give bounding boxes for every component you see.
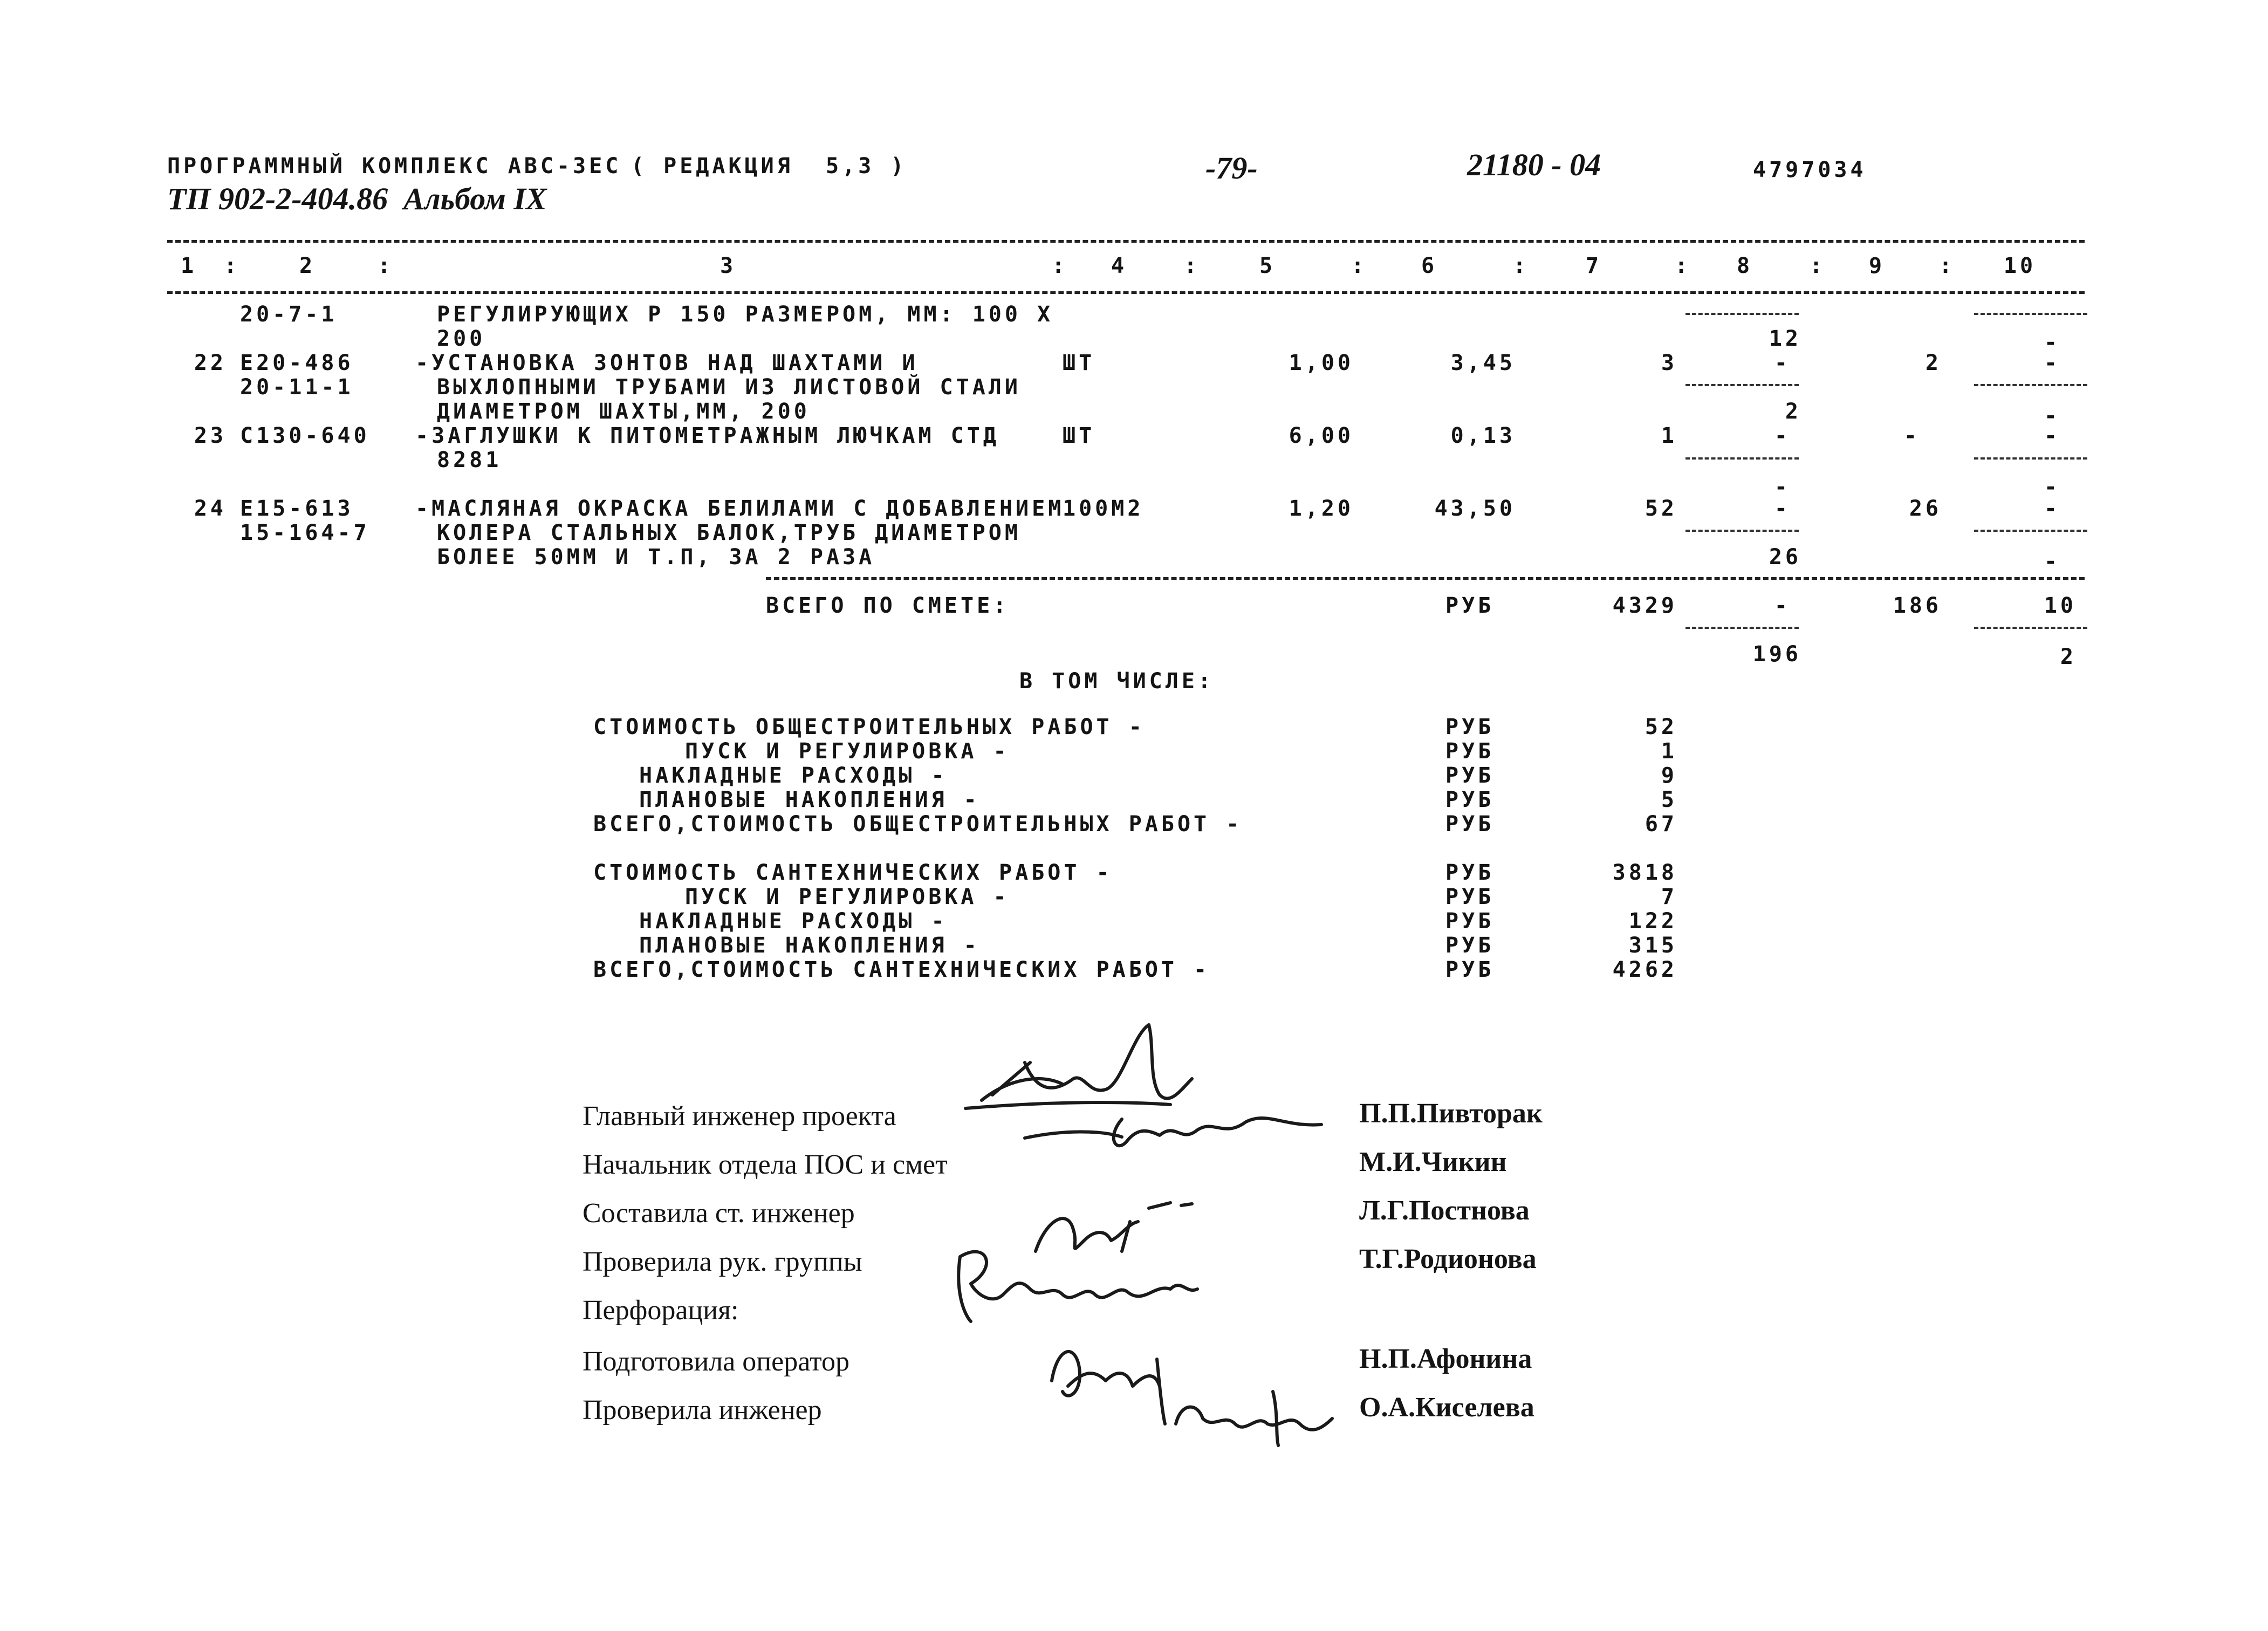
summary-value: 9 bbox=[1661, 763, 1677, 788]
summary-unit: РУБ bbox=[1445, 860, 1495, 885]
signature-role: Составила ст. инженер bbox=[583, 1198, 855, 1229]
row-number: 22 bbox=[194, 351, 227, 375]
column-header-4: 4 bbox=[1111, 253, 1128, 278]
column-header-3: 3 bbox=[720, 253, 737, 278]
row-description-line: БОЛЕЕ 50ММ И Т.П, ЗА 2 РАЗА bbox=[437, 545, 875, 570]
row-total: 52 bbox=[1645, 496, 1677, 521]
program-title: ПРОГРАММНЫЙ КОМПЛЕКС АВС-3ЕС bbox=[167, 154, 622, 179]
grand-total-col8: 196 bbox=[1752, 642, 1801, 667]
signature-name: Н.П.Афонина bbox=[1359, 1344, 1532, 1374]
summary-unit: РУБ bbox=[1445, 909, 1495, 934]
row-unit-price: 0,13 bbox=[1450, 423, 1516, 448]
signature-name: Т.Г.Родионова bbox=[1359, 1244, 1537, 1274]
column-separator: : bbox=[1810, 253, 1826, 278]
row-unit: 100М2 bbox=[1063, 496, 1144, 521]
summary-label: ПУСК И РЕГУЛИРОВКА - bbox=[685, 885, 1010, 909]
dash-mark: - bbox=[2044, 330, 2060, 355]
dash-mark: - bbox=[2044, 403, 2060, 428]
column-header-5: 5 bbox=[1259, 253, 1276, 278]
row-description-line: -МАСЛЯНАЯ ОКРАСКА БЕЛИЛАМИ С ДОБАВЛЕНИЕМ bbox=[415, 496, 1065, 521]
row-unit-price: 3,45 bbox=[1450, 351, 1516, 375]
grand-total-col9: 186 bbox=[1893, 593, 1942, 618]
column-header-2: 2 bbox=[299, 253, 316, 278]
dash-mark: - bbox=[1774, 423, 1791, 448]
summary-value: 3818 bbox=[1612, 860, 1677, 885]
row-quantity: 1,00 bbox=[1289, 351, 1354, 375]
signature-name: П.П.Пивторак bbox=[1359, 1098, 1543, 1129]
column-header-1: 1 bbox=[180, 253, 197, 278]
row-total: 3 bbox=[1661, 351, 1677, 375]
summary-unit: РУБ bbox=[1445, 885, 1495, 909]
summary-label: ПЛАНОВЫЕ НАКОПЛЕНИЯ - bbox=[639, 933, 980, 958]
edition: ( РЕДАКЦИЯ 5,3 ) bbox=[631, 154, 907, 179]
cell-underline bbox=[1685, 313, 1799, 315]
cell-underline bbox=[1974, 384, 2087, 386]
row-col8: 2 bbox=[1785, 399, 1801, 424]
row-description-line: ВЫХЛОПНЫМИ ТРУБАМИ ИЗ ЛИСТОВОЙ СТАЛИ bbox=[437, 375, 1021, 400]
row-description-line: РЕГУЛИРУЮЩИХ Р 150 РАЗМЕРОМ, ММ: 100 Х bbox=[437, 302, 1054, 327]
row-col8: 12 bbox=[1769, 326, 1801, 351]
row-unit: ШТ bbox=[1063, 423, 1095, 448]
grand-total-unit: РУБ bbox=[1445, 593, 1495, 618]
summary-value: 122 bbox=[1628, 909, 1677, 934]
column-header-8: 8 bbox=[1736, 253, 1753, 278]
row-unit-price: 43,50 bbox=[1434, 496, 1516, 521]
summary-value: 7 bbox=[1661, 885, 1677, 909]
row-number: 24 bbox=[194, 496, 227, 521]
summary-label: ПУСК И РЕГУЛИРОВКА - bbox=[685, 739, 1010, 764]
page-number: -79- bbox=[1205, 150, 1258, 186]
signature-role: Главный инженер проекта bbox=[583, 1101, 896, 1132]
row-code: Е20-486 bbox=[240, 351, 354, 375]
dash-mark: - bbox=[2044, 423, 2060, 448]
summary-label: СТОИМОСТЬ САНТЕХНИЧЕСКИХ РАБОТ - bbox=[593, 860, 1113, 885]
dash-mark: - bbox=[2044, 475, 2060, 499]
row-total: 1 bbox=[1661, 423, 1677, 448]
document-number: 4797034 bbox=[1753, 157, 1867, 182]
row-description-line: ДИАМЕТРОМ ШАХТЫ,ММ, 200 bbox=[437, 399, 810, 424]
summary-value: 67 bbox=[1645, 812, 1677, 837]
signature-name: Л.Г.Постнова bbox=[1359, 1195, 1530, 1226]
row-description-line: 200 bbox=[437, 326, 486, 351]
summary-unit: РУБ bbox=[1445, 812, 1495, 837]
row-code-secondary: 20-11-1 bbox=[240, 375, 354, 400]
column-separator: : bbox=[1675, 253, 1691, 278]
summary-unit: РУБ bbox=[1445, 787, 1495, 812]
row-description-line: -ЗАГЛУШКИ К ПИТОМЕТРАЖНЫМ ЛЮЧКАМ СТД bbox=[415, 423, 999, 448]
summary-value: 1 bbox=[1661, 739, 1677, 764]
grand-total-col10-second: 2 bbox=[2060, 645, 2077, 669]
cell-underline bbox=[1974, 530, 2087, 532]
summary-value: 315 bbox=[1628, 933, 1677, 958]
row-description-line: КОЛЕРА СТАЛЬНЫХ БАЛОК,ТРУБ ДИАМЕТРОМ bbox=[437, 520, 1021, 545]
cell-underline bbox=[1974, 457, 2087, 460]
cell-underline bbox=[1685, 627, 1799, 629]
grand-total-label: ВСЕГО ПО СМЕТЕ: bbox=[766, 593, 1010, 618]
signature-name: О.А.Киселева bbox=[1359, 1392, 1534, 1423]
summary-label: СТОИМОСТЬ ОБЩЕСТРОИТЕЛЬНЫХ РАБОТ - bbox=[593, 715, 1145, 739]
signature-role: Подготовила оператор bbox=[583, 1346, 849, 1377]
column-separator: : bbox=[224, 253, 241, 278]
signature-role: Перфорация: bbox=[583, 1295, 739, 1326]
dash-mark: - bbox=[1774, 496, 1791, 521]
signature-role: Проверила рук. группы bbox=[583, 1246, 862, 1277]
column-header-9: 9 bbox=[1868, 253, 1886, 278]
column-separator: : bbox=[1351, 253, 1368, 278]
document-code: 21180 - 04 bbox=[1467, 147, 1601, 182]
dash-mark: - bbox=[2044, 351, 2060, 375]
summary-label: ВСЕГО,СТОИМОСТЬ ОБЩЕСТРОИТЕЛЬНЫХ РАБОТ - bbox=[593, 812, 1243, 837]
row-code: С130-640 bbox=[240, 423, 370, 448]
column-separator: : bbox=[1052, 253, 1068, 278]
row-description-line: -УСТАНОВКА ЗОНТОВ НАД ШАХТАМИ И bbox=[415, 351, 919, 375]
summary-value: 52 bbox=[1645, 715, 1677, 739]
signature-role: Начальник отдела ПОС и смет bbox=[583, 1149, 948, 1180]
summary-label: ВСЕГО,СТОИМОСТЬ САНТЕХНИЧЕСКИХ РАБОТ - bbox=[593, 957, 1210, 982]
row-col9: 2 bbox=[1925, 351, 1942, 375]
row-code: Е15-613 bbox=[240, 496, 354, 521]
row-quantity: 1,20 bbox=[1289, 496, 1354, 521]
row-col9: 26 bbox=[1909, 496, 1942, 521]
summary-label: НАКЛАДНЫЕ РАСХОДЫ - bbox=[639, 763, 948, 788]
row-quantity: 6,00 bbox=[1289, 423, 1354, 448]
summary-unit: РУБ bbox=[1445, 739, 1495, 764]
header-rule-top bbox=[167, 240, 2085, 243]
summary-label: ПЛАНОВЫЕ НАКОПЛЕНИЯ - bbox=[639, 787, 980, 812]
summary-unit: РУБ bbox=[1445, 715, 1495, 739]
column-separator: : bbox=[378, 253, 394, 278]
header-rule-bottom bbox=[167, 291, 2085, 294]
row-code-secondary: 15-164-7 bbox=[240, 520, 370, 545]
handwritten-signatures bbox=[944, 1014, 1402, 1456]
row-col8: 26 bbox=[1769, 545, 1801, 570]
summary-label: НАКЛАДНЫЕ РАСХОДЫ - bbox=[639, 909, 948, 934]
cell-underline bbox=[1685, 384, 1799, 386]
total-rule bbox=[766, 577, 2085, 580]
including-label: В ТОМ ЧИСЛЕ: bbox=[1019, 669, 1214, 694]
dash-mark: - bbox=[1774, 593, 1791, 618]
column-separator: : bbox=[1184, 253, 1201, 278]
column-header-7: 7 bbox=[1585, 253, 1602, 278]
summary-unit: РУБ bbox=[1445, 763, 1495, 788]
summary-unit: РУБ bbox=[1445, 933, 1495, 958]
dash-mark: - bbox=[1903, 423, 1920, 448]
grand-total-col10: 10 bbox=[2044, 593, 2077, 618]
project-reference: ТП 902-2-404.86 Альбом IX bbox=[167, 181, 547, 216]
dash-mark: - bbox=[1774, 351, 1791, 375]
cell-underline bbox=[1685, 457, 1799, 460]
signature-role: Проверила инженер bbox=[583, 1395, 822, 1426]
cell-underline bbox=[1974, 627, 2087, 629]
dash-mark: - bbox=[1774, 475, 1791, 499]
summary-value: 5 bbox=[1661, 787, 1677, 812]
dash-mark: - bbox=[2044, 549, 2060, 574]
cell-underline bbox=[1685, 530, 1799, 532]
dash-mark: - bbox=[2044, 496, 2060, 521]
column-header-6: 6 bbox=[1421, 253, 1438, 278]
cell-underline bbox=[1974, 313, 2087, 315]
column-header-10: 10 bbox=[2003, 253, 2037, 278]
row-description-line: 8281 bbox=[437, 448, 502, 472]
signature-name: М.И.Чикин bbox=[1359, 1147, 1507, 1177]
column-separator: : bbox=[1939, 253, 1956, 278]
row-number: 23 bbox=[194, 423, 227, 448]
grand-total-value: 4329 bbox=[1612, 593, 1677, 618]
summary-unit: РУБ bbox=[1445, 957, 1495, 982]
row-unit: ШТ bbox=[1063, 351, 1095, 375]
summary-value: 4262 bbox=[1612, 957, 1677, 982]
row-code: 20-7-1 bbox=[240, 302, 338, 327]
column-separator: : bbox=[1513, 253, 1530, 278]
